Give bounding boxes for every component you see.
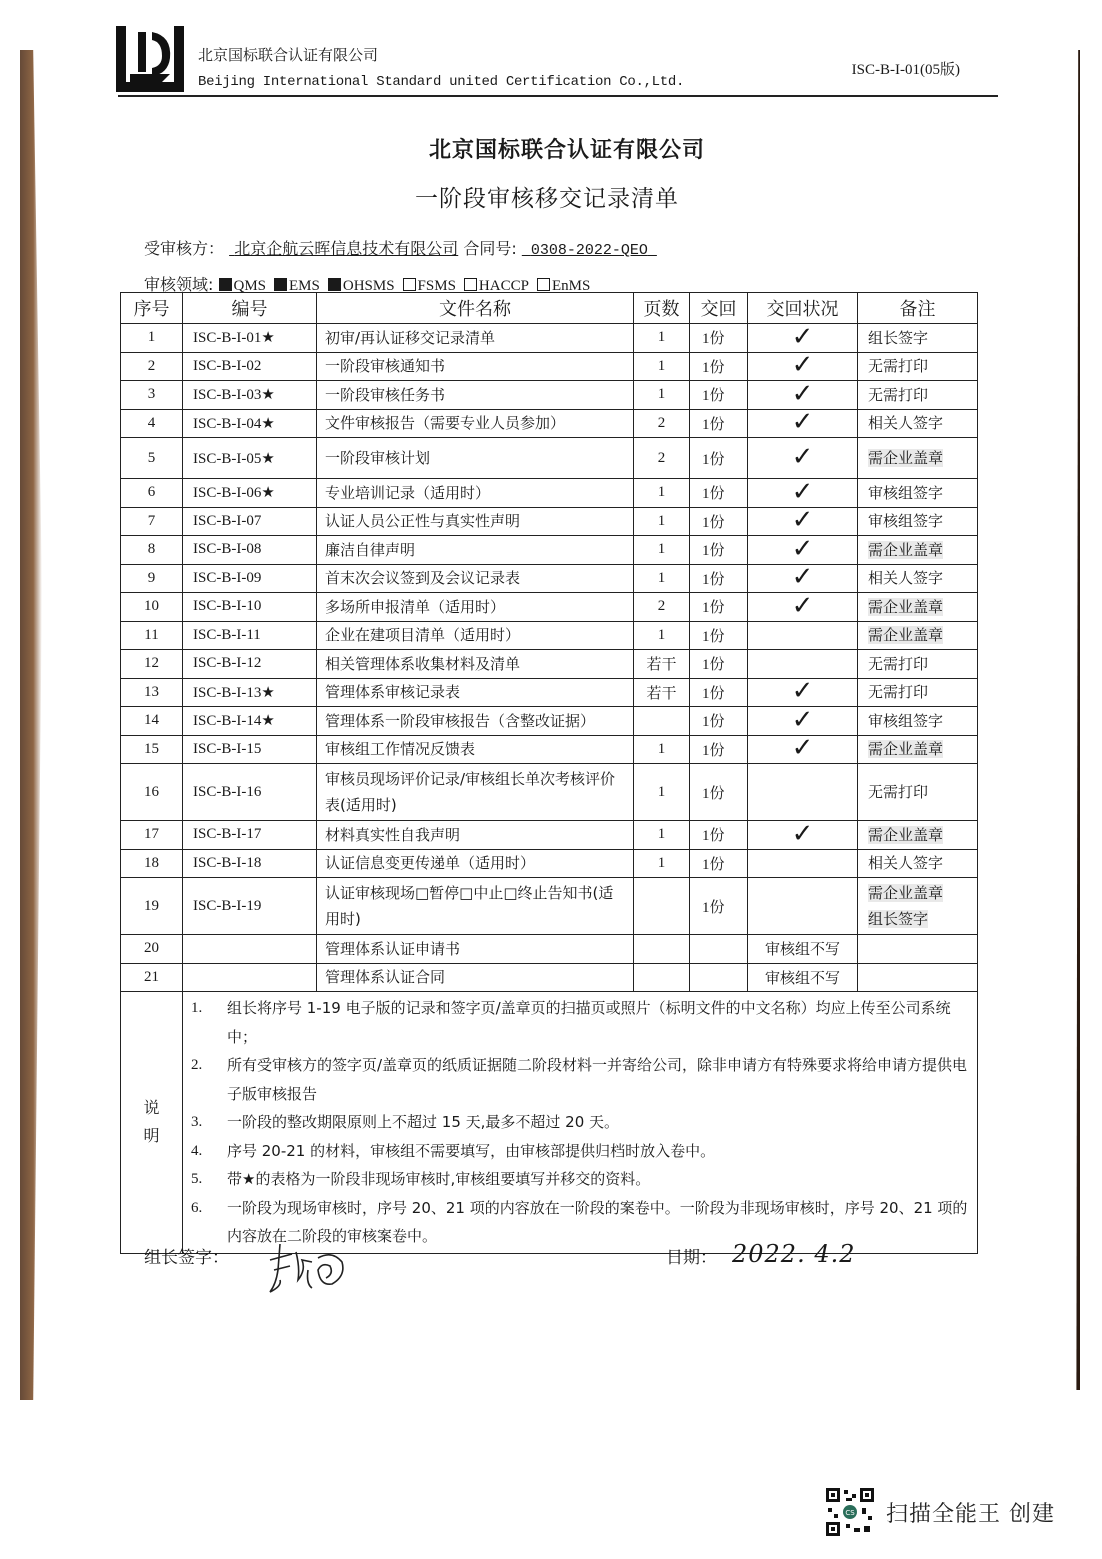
note-item (191, 1108, 971, 1137)
row-file-name: 廉洁自律声明 (317, 536, 634, 565)
row-pages: 若干 (634, 650, 690, 679)
row-return-status: 审核组不写 (748, 963, 858, 992)
row-remark: 需企业盖章 组长签字 (858, 878, 978, 935)
row-file-name: 认证信息变更传递单（适用时） (317, 849, 634, 878)
svg-text:CS: CS (845, 1509, 855, 1517)
row-returned: 1份 (690, 821, 748, 850)
row-remark (858, 963, 978, 992)
row-code: ISC-B-I-03★ (183, 381, 317, 410)
row-seq: 11 (121, 621, 183, 650)
row-remark: 相关人签字 (858, 564, 978, 593)
checkbox-checked-icon[interactable] (328, 278, 341, 291)
table-row (121, 821, 978, 850)
table-row (121, 324, 978, 353)
table-row (121, 438, 978, 479)
row-code: ISC-B-I-10 (183, 593, 317, 622)
table-row (121, 878, 978, 935)
row-file-name: 企业在建项目清单（适用时） (317, 621, 634, 650)
table-row (121, 650, 978, 679)
row-pages: 1 (634, 381, 690, 410)
row-seq: 16 (121, 764, 183, 821)
row-file-name: 一阶段审核计划 (317, 438, 634, 479)
table-row (121, 381, 978, 410)
scanner-watermark (826, 1488, 1055, 1536)
row-returned: 1份 (690, 324, 748, 353)
row-return-status (748, 764, 858, 821)
row-remark: 无需打印 (858, 678, 978, 707)
row-remark: 无需打印 (858, 650, 978, 679)
row-returned: 1份 (690, 764, 748, 821)
company-logo-icon (112, 22, 188, 94)
row-pages: 2 (634, 409, 690, 438)
handover-table (120, 292, 978, 1254)
note-text: 一阶段的整改期限原则上不超过 15 天,最多不超过 20 天。 (227, 1113, 620, 1131)
row-remark: 无需打印 (858, 352, 978, 381)
row-remark: 需企业盖章 (858, 621, 978, 650)
row-seq: 3 (121, 381, 183, 410)
page-edge-right (1074, 50, 1080, 1390)
row-seq: 7 (121, 507, 183, 536)
col-header-name: 文件名称 (317, 293, 634, 324)
document-title: 一阶段审核移交记录清单 (415, 186, 679, 212)
row-code: ISC-B-I-04★ (183, 409, 317, 438)
row-file-name: 审核员现场评价记录/审核组长单次考核评价表(适用时) (317, 764, 634, 821)
row-remark: 需企业盖章 (858, 593, 978, 622)
table-row (121, 507, 978, 536)
company-name-cn: 北京国标联合认证有限公司 (198, 46, 379, 64)
row-return-status (748, 507, 858, 536)
row-remark: 相关人签字 (858, 409, 978, 438)
row-file-name: 首末次会议签到及会议记录表 (317, 564, 634, 593)
table-row (121, 963, 978, 992)
row-file-name: 材料真实性自我声明 (317, 821, 634, 850)
row-seq: 9 (121, 564, 183, 593)
col-header-return-status: 交回状况 (748, 293, 858, 324)
checkmark-icon: ✓ (791, 818, 814, 849)
handwritten-signature (262, 1240, 362, 1300)
row-file-name: 专业培训记录（适用时） (317, 479, 634, 508)
row-code: ISC-B-I-18 (183, 849, 317, 878)
row-returned: 1份 (690, 678, 748, 707)
header-divider (118, 95, 998, 97)
row-return-status (748, 849, 858, 878)
row-file-name: 管理体系认证申请书 (317, 935, 634, 964)
row-returned: 1份 (690, 593, 748, 622)
table-row (121, 849, 978, 878)
row-code: ISC-B-I-13★ (183, 678, 317, 707)
row-remark: 审核组签字 (858, 707, 978, 736)
row-pages: 1 (634, 352, 690, 381)
row-returned: 1份 (690, 621, 748, 650)
row-pages (634, 963, 690, 992)
table-row (121, 409, 978, 438)
contract-value: 0308-2022-QEO (530, 242, 648, 259)
note-number: 1. (191, 1000, 203, 1016)
checkmark-icon: ✓ (791, 321, 814, 352)
row-seq: 1 (121, 324, 183, 353)
table-row (121, 764, 978, 821)
row-returned: 1份 (690, 849, 748, 878)
col-header-remarks: 备注 (858, 293, 978, 324)
table-row (121, 735, 978, 764)
note-number: 6. (191, 1199, 203, 1216)
row-remark: 需企业盖章 (858, 438, 978, 479)
note-text: 组长将序号 1-19 电子版的记录和签字页/盖章页的扫描页或照片（标明文件的中文名称）均应上传至公司系统中； (227, 999, 951, 1046)
row-seq: 4 (121, 409, 183, 438)
contract-label: 合同号: (463, 239, 517, 258)
row-remark: 需企业盖章 (858, 821, 978, 850)
qr-code-icon (826, 1488, 874, 1536)
row-pages: 1 (634, 507, 690, 536)
checkmark-icon: ✓ (791, 562, 814, 593)
row-returned (690, 963, 748, 992)
table-row (121, 621, 978, 650)
row-returned: 1份 (690, 479, 748, 508)
checkbox-unchecked-icon[interactable] (537, 278, 550, 291)
row-seq: 5 (121, 438, 183, 479)
row-returned: 1份 (690, 650, 748, 679)
row-file-name: 审核组工作情况反馈表 (317, 735, 634, 764)
row-seq: 17 (121, 821, 183, 850)
row-pages: 若干 (634, 678, 690, 707)
document-title-company: 北京国标联合认证有限公司 (428, 138, 705, 163)
row-seq: 8 (121, 536, 183, 565)
scanner-watermark-text: 扫描全能王 创建 (886, 1501, 1055, 1527)
row-code: ISC-B-I-08 (183, 536, 317, 565)
row-code: ISC-B-I-09 (183, 564, 317, 593)
row-pages: 1 (634, 735, 690, 764)
page-edge-left (20, 50, 42, 1400)
note-number: 2. (191, 1057, 203, 1073)
row-code: ISC-B-I-14★ (183, 707, 317, 736)
row-returned: 1份 (690, 536, 748, 565)
row-code: ISC-B-I-07 (183, 507, 317, 536)
col-header-pages: 页数 (634, 293, 690, 324)
company-name-en: Beijing International Standard united Certification Co.,Ltd. (198, 74, 685, 90)
row-return-status (748, 650, 858, 679)
row-pages: 1 (634, 621, 690, 650)
note-item (191, 1137, 971, 1166)
scope-option-label: OHSMS (342, 278, 395, 294)
row-return-status (748, 476, 858, 508)
checkmark-icon: ✓ (791, 442, 814, 472)
row-returned: 1份 (690, 352, 748, 381)
row-code: ISC-B-I-12 (183, 650, 317, 679)
row-seq: 14 (121, 707, 183, 736)
row-pages: 2 (634, 593, 690, 622)
row-code (183, 935, 317, 964)
row-file-name: 管理体系认证合同 (317, 963, 634, 992)
row-file-name: 一阶段审核任务书 (317, 381, 634, 410)
row-pages: 1 (634, 849, 690, 878)
row-remark: 相关人签字 (858, 849, 978, 878)
row-returned: 1份 (690, 381, 748, 410)
row-returned: 1份 (690, 707, 748, 736)
row-remark: 无需打印 (858, 764, 978, 821)
row-return-status: 审核组不写 (748, 935, 858, 964)
checkmark-icon: ✓ (791, 378, 814, 409)
row-remark: 需企业盖章 (858, 536, 978, 565)
row-seq: 13 (121, 678, 183, 707)
row-return-status (748, 704, 858, 736)
row-return-status (748, 321, 858, 353)
row-return-status (748, 735, 858, 764)
row-return-status (748, 533, 858, 565)
row-pages (634, 878, 690, 935)
scope-option-label: EnMS (551, 278, 591, 294)
row-pages: 1 (634, 479, 690, 508)
scope-label: 审核领域: (144, 275, 214, 294)
row-pages: 1 (634, 536, 690, 565)
table-row (121, 707, 978, 736)
row-returned: 1份 (690, 564, 748, 593)
row-return-status (748, 878, 858, 935)
row-seq: 18 (121, 849, 183, 878)
scope-option-label: HACCP (478, 278, 529, 294)
date-value: 2022. 4.2 (732, 1240, 856, 1268)
row-return-status (748, 564, 858, 593)
notes-label: 说明 (121, 992, 183, 1254)
row-seq: 12 (121, 650, 183, 679)
row-code: ISC-B-I-06★ (183, 479, 317, 508)
checkmark-icon: ✓ (791, 704, 814, 735)
row-pages: 1 (634, 764, 690, 821)
col-header-seq: 序号 (121, 293, 183, 324)
row-seq: 10 (121, 593, 183, 622)
row-pages: 2 (634, 438, 690, 479)
table-row (121, 479, 978, 508)
row-return-status (748, 378, 858, 410)
row-remark: 审核组签字 (858, 479, 978, 508)
col-header-returned: 交回 (690, 293, 748, 324)
row-returned: 1份 (690, 735, 748, 764)
table-header-row (121, 293, 978, 324)
row-pages (634, 707, 690, 736)
table-row (121, 935, 978, 964)
row-seq: 2 (121, 352, 183, 381)
row-remark: 需企业盖章 (858, 735, 978, 764)
row-return-status (748, 621, 858, 650)
row-pages (634, 935, 690, 964)
checkmark-icon: ✓ (791, 590, 814, 621)
row-code: ISC-B-I-15 (183, 735, 317, 764)
row-returned: 1份 (690, 409, 748, 438)
checkmark-icon: ✓ (791, 533, 814, 564)
row-file-name: 管理体系审核记录表 (317, 678, 634, 707)
row-file-name: 相关管理体系收集材料及清单 (317, 650, 634, 679)
row-return-status (748, 818, 858, 850)
row-seq: 19 (121, 878, 183, 935)
auditee-label: 受审核方： (144, 239, 225, 258)
row-code: ISC-B-I-11 (183, 621, 317, 650)
table-row (121, 593, 978, 622)
note-text: 一阶段为现场审核时，序号 20、21 项的内容放在一阶段的案卷中。一阶段为非现场审核时，序号 20、21 项的内容放在二阶段的审核案卷中。 (227, 1198, 968, 1245)
checkbox-checked-icon[interactable] (274, 278, 287, 291)
checkbox-checked-icon[interactable] (219, 278, 232, 291)
row-code (183, 963, 317, 992)
row-seq: 20 (121, 935, 183, 964)
note-item (191, 1051, 971, 1108)
signature-label: 组长签字： (144, 1248, 229, 1268)
note-number: 4. (191, 1142, 203, 1159)
note-number: 3. (191, 1114, 203, 1130)
row-returned (690, 935, 748, 964)
row-code: ISC-B-I-02 (183, 352, 317, 381)
checkmark-icon: ✓ (791, 476, 814, 507)
row-return-status (748, 590, 858, 622)
note-text: 所有受审核方的签字页/盖章页的纸质证据随二阶段材料一并寄给公司，除非申请方有特殊要求将给申请方提供电子版审核报告 (227, 1056, 968, 1103)
table-row (121, 536, 978, 565)
checkmark-icon: ✓ (791, 676, 814, 707)
row-returned: 1份 (690, 438, 748, 479)
row-pages: 1 (634, 324, 690, 353)
table-row (121, 352, 978, 381)
note-text: 序号 20-21 的材料，审核组不需要填写，由审核部提供归档时放入卷中。 (227, 1141, 716, 1160)
row-file-name: 初审/再认证移交记录清单 (317, 324, 634, 353)
row-file-name: 一阶段审核通知书 (317, 352, 634, 381)
checkbox-unchecked-icon[interactable] (403, 278, 416, 291)
note-item (191, 994, 971, 1051)
row-file-name: 多场所申报清单（适用时） (317, 593, 634, 622)
checkmark-icon: ✓ (791, 505, 814, 536)
auditee-info (144, 236, 657, 259)
note-number: 5. (191, 1171, 203, 1187)
row-remark (858, 935, 978, 964)
row-file-name: 认证审核现场□暂停□中止□终止告知书(适用时) (317, 878, 634, 935)
row-return-status (748, 409, 858, 438)
row-seq: 6 (121, 479, 183, 508)
checkmark-icon: ✓ (791, 350, 814, 381)
row-code: ISC-B-I-16 (183, 764, 317, 821)
row-return-status (748, 352, 858, 381)
row-seq: 21 (121, 963, 183, 992)
row-file-name: 文件审核报告（需要专业人员参加） (317, 409, 634, 438)
row-file-name: 认证人员公正性与真实性声明 (317, 507, 634, 536)
checkbox-unchecked-icon[interactable] (464, 278, 477, 291)
row-code: ISC-B-I-19 (183, 878, 317, 935)
scope-option-label: QMS (233, 278, 267, 294)
row-file-name: 管理体系一阶段审核报告（含整改证据） (317, 707, 634, 736)
table-row (121, 678, 978, 707)
row-return-status (748, 678, 858, 707)
row-seq: 15 (121, 735, 183, 764)
row-remark: 审核组签字 (858, 507, 978, 536)
row-remark: 组长签字 (858, 324, 978, 353)
document-code: ISC-B-I-01(05版) (851, 62, 960, 78)
row-pages: 1 (634, 821, 690, 850)
row-returned: 1份 (690, 878, 748, 935)
row-code: ISC-B-I-17 (183, 821, 317, 850)
table-row (121, 564, 978, 593)
note-text: 带★的表格为一阶段非现场审核时,审核组要填写并移交的资料。 (227, 1170, 651, 1188)
row-return-status (748, 438, 858, 479)
notes-row (121, 992, 978, 1254)
row-remark: 无需打印 (858, 381, 978, 410)
auditee-value: 北京企航云晖信息技术有限公司 (234, 239, 459, 258)
scope-option-label: EMS (289, 278, 320, 294)
row-code: ISC-B-I-05★ (183, 438, 317, 479)
note-item (191, 1165, 971, 1194)
checkmark-icon: ✓ (791, 407, 814, 438)
checkmark-icon: ✓ (791, 733, 814, 764)
scope-option-label: FSMS (417, 278, 456, 294)
date-label: 日期： (666, 1248, 717, 1268)
notes-content (183, 992, 978, 1254)
row-returned: 1份 (690, 507, 748, 536)
col-header-code: 编号 (183, 293, 317, 324)
row-pages: 1 (634, 564, 690, 593)
row-code: ISC-B-I-01★ (183, 324, 317, 353)
